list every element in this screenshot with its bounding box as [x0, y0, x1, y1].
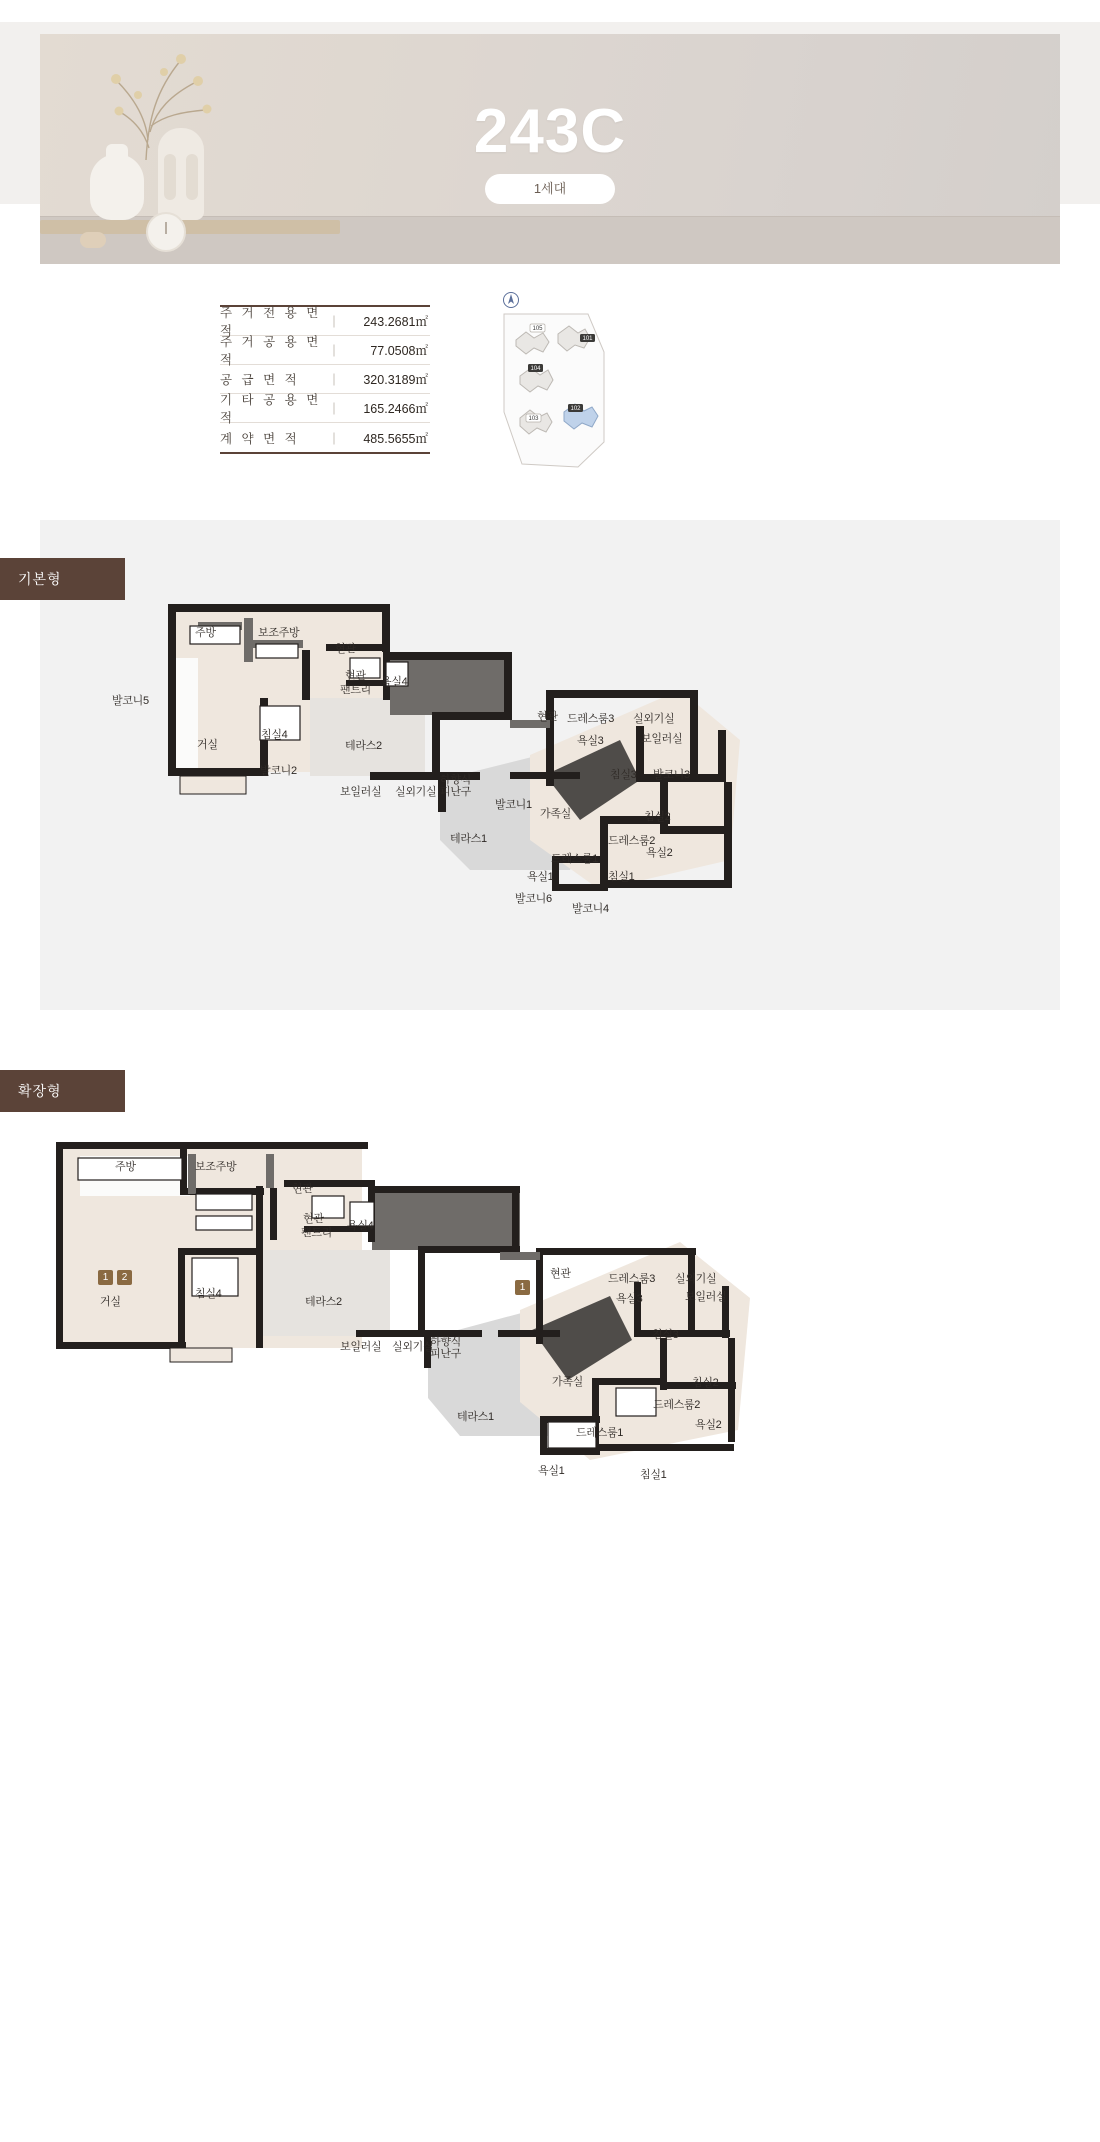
room-label: 주방 [115, 1161, 136, 1173]
room-label: 욕실1 [538, 1465, 565, 1477]
room-label: 테라스2 [305, 1296, 342, 1308]
room-label: 보일러실 [641, 733, 683, 745]
room-label: 보일러실 [340, 1341, 382, 1353]
room-label: 현관 [303, 1213, 324, 1225]
site-block-label: 104 [530, 366, 541, 372]
page-title: 243C [473, 97, 627, 166]
room-label: 욕실1 [527, 871, 554, 883]
room-label: 침실1 [608, 871, 635, 883]
table-row [220, 423, 430, 452]
site-map [492, 292, 622, 482]
room-label: 실외기실 [675, 1273, 717, 1285]
room-label: 현관 [550, 1268, 571, 1280]
site-block-label: 101 [582, 336, 593, 342]
room-label: 보조주방 [258, 627, 300, 639]
table-row [220, 394, 430, 423]
room-label: 보일러실 [340, 786, 382, 798]
basic-floorplan [40, 540, 760, 970]
room-label: 하향식 [440, 774, 471, 786]
spec-value: 165.2466㎡ [363, 402, 428, 416]
stone-decor [80, 232, 106, 248]
spec-separator: | [332, 401, 336, 415]
room-label: 발코니3 [653, 769, 690, 781]
room-label: 팬트리 [301, 1227, 332, 1239]
room-label: 발코니1 [495, 799, 532, 811]
room-label: 피난구 [440, 786, 471, 798]
room-label: 보조주방 [195, 1161, 237, 1173]
option-badge: 2 [117, 1270, 132, 1285]
spec-separator: | [332, 372, 336, 386]
room-label: 드레스룸3 [567, 713, 615, 725]
room-label: 드레스룸3 [608, 1273, 656, 1285]
room-label: 드레스룸2 [653, 1399, 701, 1411]
spec-value: 485.5655㎡ [363, 431, 428, 446]
spec-value: 77.0508㎡ [370, 344, 428, 358]
room-label: 욕실4 [381, 676, 408, 688]
room-label: 발코니2 [260, 765, 297, 777]
clock-decor [146, 212, 186, 252]
section-tag-basic: 기본형 [0, 558, 125, 600]
room-label: 테라스1 [450, 833, 487, 845]
spec-separator: | [332, 314, 336, 328]
room-label: 가족실 [552, 1376, 583, 1388]
room-label: 침실2 [692, 1377, 719, 1389]
room-label: 욕실2 [695, 1419, 722, 1431]
room-label: 욕실3 [616, 1293, 643, 1305]
room-label: 발코니4 [572, 903, 609, 915]
room-label: 실외기실 [392, 1341, 434, 1353]
room-label: 주방 [195, 627, 216, 639]
room-label: 가족실 [540, 808, 571, 820]
room-label: 발코니5 [112, 695, 149, 707]
room-label: 현관 [292, 1183, 313, 1195]
option-badge: 1 [98, 1270, 113, 1285]
site-block-label: 105 [532, 326, 543, 332]
room-label: 현관 [345, 670, 366, 682]
spec-label: 주 거 전 용 면 적 [220, 306, 322, 338]
room-label: 현관 [537, 711, 558, 723]
room-label: 실외기실 [395, 786, 437, 798]
room-label: 드레스룸1 [551, 853, 599, 865]
room-label: 욕실4 [347, 1220, 374, 1232]
room-label: 드레스룸2 [608, 835, 656, 847]
room-label: 현관 [335, 643, 356, 655]
table-row [220, 336, 430, 365]
spec-label: 기 타 공 용 면 적 [220, 393, 322, 425]
compass-icon [504, 293, 519, 308]
room-label: 침실4 [195, 1288, 222, 1300]
room-label: 거실 [100, 1296, 121, 1308]
spec-label: 주 거 공 용 면 적 [220, 335, 322, 367]
expanded-floorplan [20, 1130, 820, 1550]
area-spec-table [220, 305, 430, 454]
spec-separator: | [332, 430, 336, 445]
room-label: 팬트리 [340, 684, 371, 696]
spec-label: 공 급 면 적 [220, 373, 300, 387]
room-label: 욕실3 [577, 735, 604, 747]
room-label: 침실1 [640, 1469, 667, 1481]
room-label: 거실 [197, 739, 218, 751]
spec-value: 320.3189㎡ [363, 373, 428, 387]
room-label: 보일러실 [685, 1291, 727, 1303]
room-label: 침실2 [644, 811, 671, 823]
room-label: 테라스1 [457, 1411, 494, 1423]
site-block-label: 103 [528, 416, 539, 422]
room-label: 침실4 [261, 729, 288, 741]
hero-banner [40, 34, 1060, 264]
spec-separator: | [332, 343, 336, 357]
room-label: 실외기실 [633, 713, 675, 725]
room-label: 하향식 [430, 1336, 461, 1348]
option-badge: 1 [515, 1280, 530, 1295]
site-block-label: 102 [570, 406, 581, 412]
spec-label: 계 약 면 적 [220, 431, 300, 446]
spec-value: 243.2681㎡ [363, 315, 428, 329]
household-badge: 1세대 [485, 174, 615, 204]
room-label: 테라스2 [345, 740, 382, 752]
room-label: 침실3 [652, 1329, 679, 1341]
room-label: 드레스룸1 [576, 1427, 624, 1439]
room-label: 피난구 [430, 1348, 461, 1360]
section-tag-expanded: 확장형 [0, 1070, 125, 1112]
room-label: 욕실2 [646, 847, 673, 859]
room-label: 침실3 [610, 769, 637, 781]
room-label: 발코니6 [515, 893, 552, 905]
